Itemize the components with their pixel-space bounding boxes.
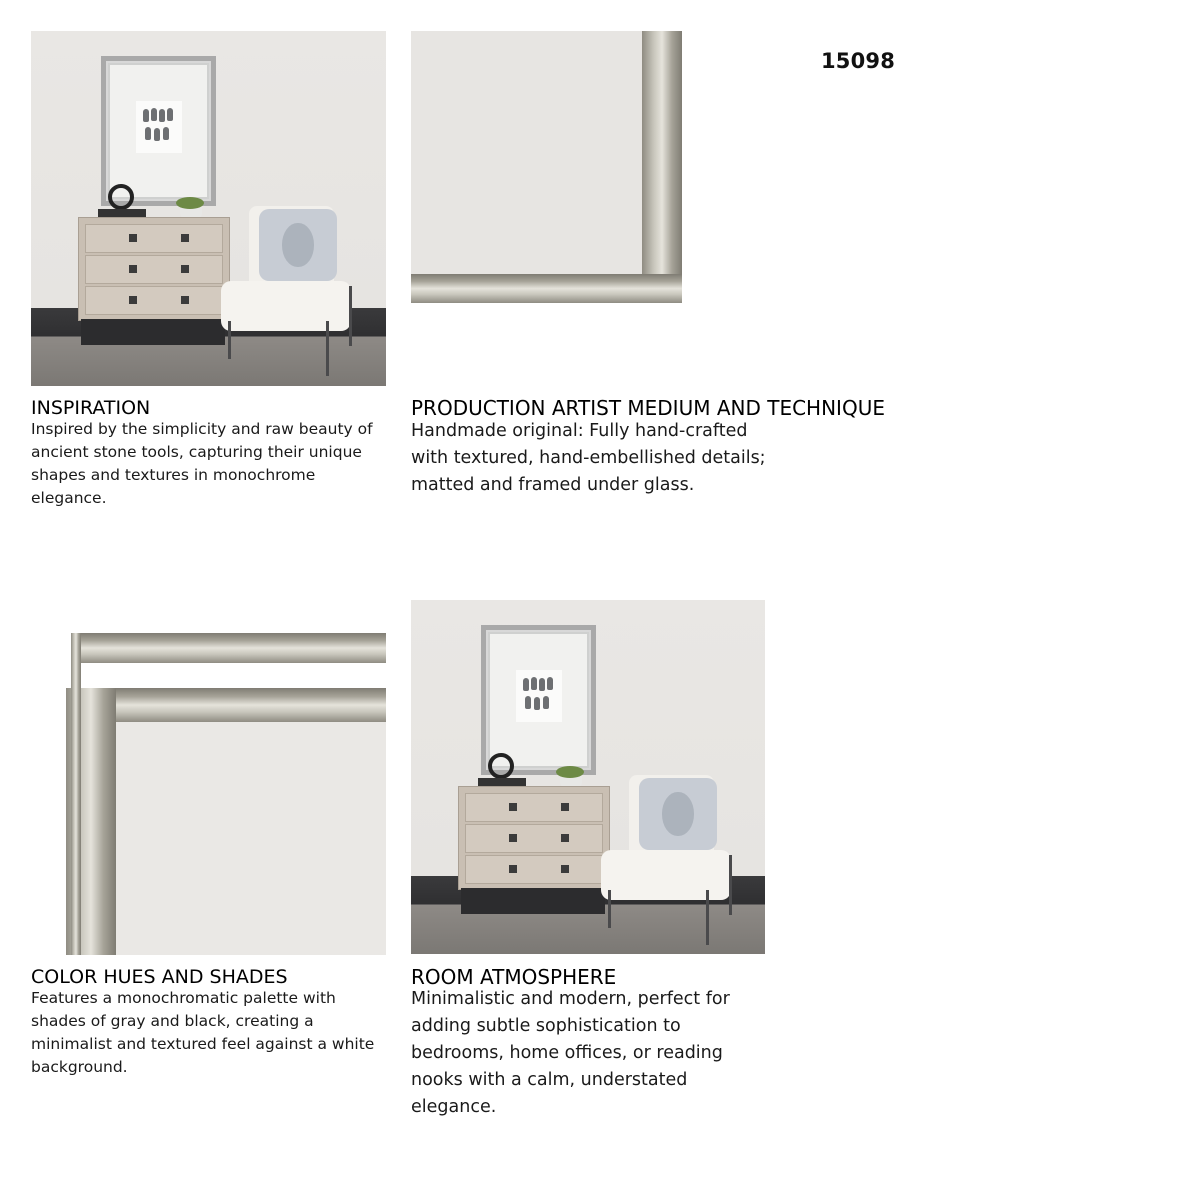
frame-corner-photo <box>411 31 682 303</box>
production-heading: PRODUCTION ARTIST MEDIUM AND TECHNIQUE <box>411 396 885 420</box>
production-body: Handmade original: Fully hand-crafted with textured, hand-embellished details; matted and framed under glass. <box>411 421 766 495</box>
room-scene-photo-2 <box>411 600 765 954</box>
frame-moulding-photo <box>31 600 386 955</box>
color-heading: COLOR HUES AND SHADES <box>31 966 288 988</box>
product-sku: 15098 <box>821 49 896 73</box>
color-body: Features a monochromatic palette with shades of gray and black, creating a minimalist and textured feel against a white background. <box>31 989 375 1076</box>
room-atmosphere-heading: ROOM ATMOSPHERE <box>411 965 617 989</box>
inspiration-body: Inspired by the simplicity and raw beauty of ancient stone tools, capturing their unique shapes and textures in monochrome elegance. <box>31 420 373 507</box>
inspiration-heading: INSPIRATION <box>31 397 151 419</box>
room-atmosphere-body: Minimalistic and modern, perfect for adding subtle sophistication to bedrooms, home offices, or reading nooks with a calm, understated elegance. <box>411 989 730 1117</box>
room-scene-photo <box>31 31 386 386</box>
